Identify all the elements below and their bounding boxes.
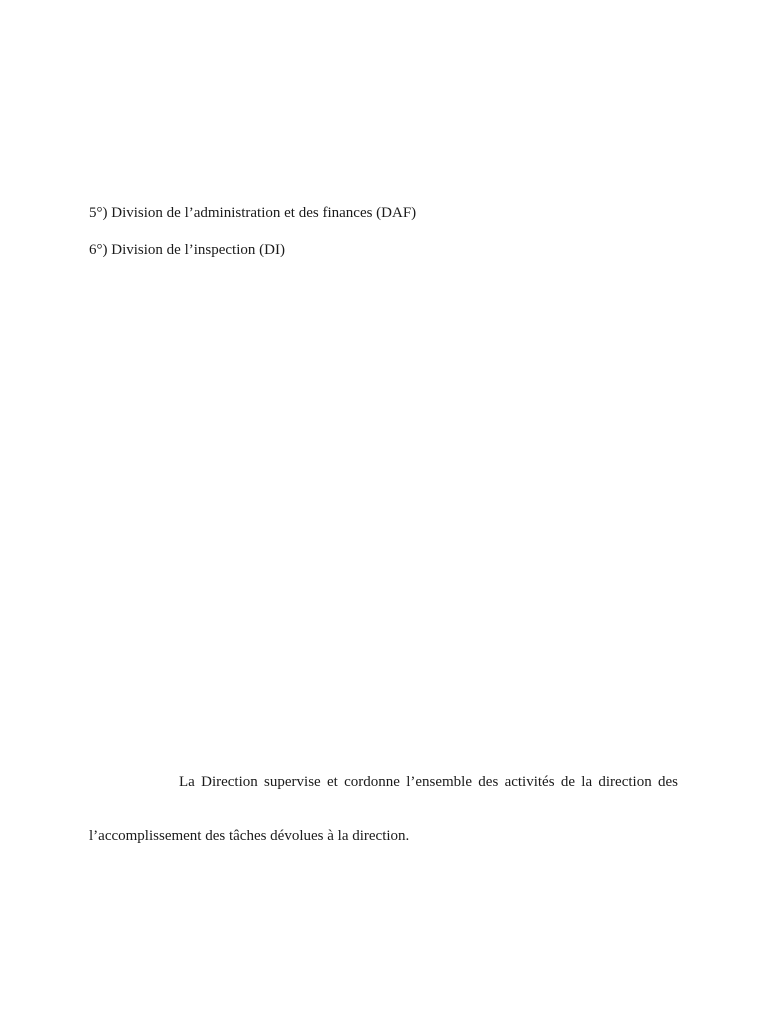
paragraph-line-2: l’accomplissement des tâches dévolues à la direction. <box>89 828 410 844</box>
list-item-division-daf: 5°) Division de l’administration et des finances (DAF) <box>89 205 417 221</box>
list-item-division-di: 6°) Division de l’inspection (DI) <box>89 242 285 258</box>
paragraph-line-1: La Direction supervise et cordonne l’ensemble des activités de la direction des <box>179 774 678 790</box>
